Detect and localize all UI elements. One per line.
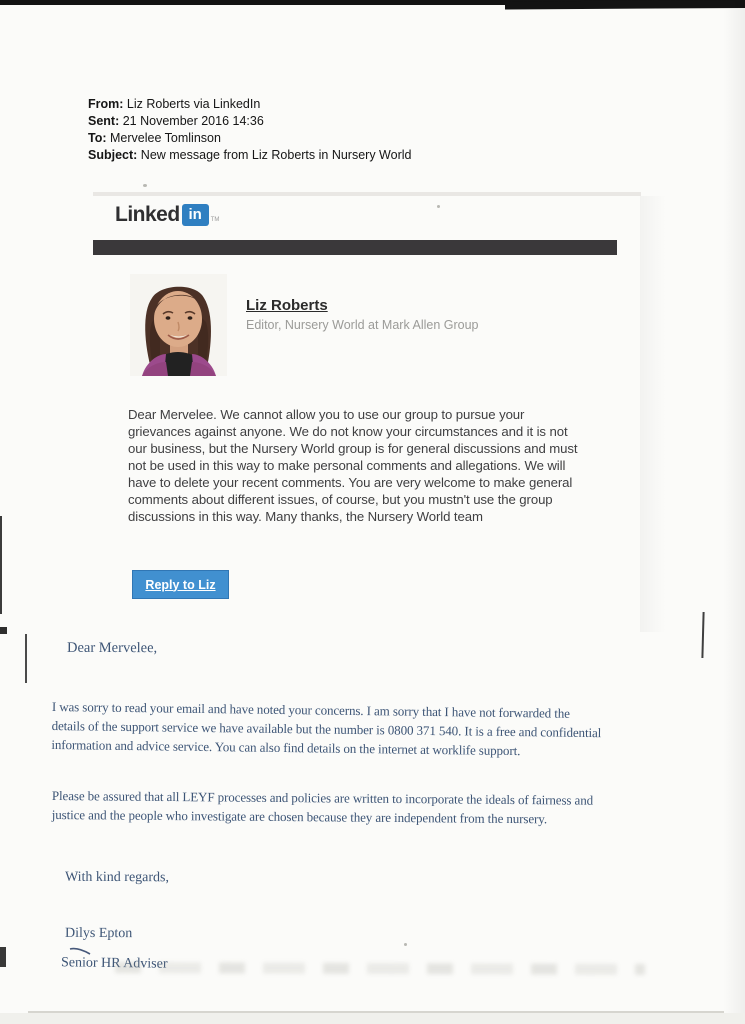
message-line: grievances against anyone. We do not know your circumstances and it is not: [128, 424, 568, 439]
to-value: Mervelee Tomlinson: [106, 131, 221, 145]
email-dark-banner: [93, 240, 617, 255]
scan-left-bottom-mark: [0, 947, 6, 967]
letter-line: details of the support service we have available but the number is 0800 371 540. It is a free and confidential: [51, 717, 602, 741]
linkedin-bug-icon: in: [182, 204, 209, 226]
message-line: Dear Mervelee. We cannot allow you to use our group to pursue your: [128, 407, 525, 422]
sent-label: Sent:: [88, 114, 120, 128]
letter-closing: With kind regards,: [64, 869, 170, 886]
from-label: From:: [88, 97, 124, 111]
trademark-mark: TM: [210, 217, 220, 223]
email-header-from: [88, 96, 411, 113]
scan-left-edge-blob: [0, 627, 7, 634]
sender-photo: [130, 274, 227, 376]
sent-value: 21 November 2016 14:36: [119, 114, 264, 128]
message-line: discussions in this way. Many thanks, the Nursery World team: [128, 509, 483, 524]
pen-mark-vertical: [25, 634, 27, 683]
from-value: Liz Roberts via LinkedIn: [123, 97, 261, 111]
sender-portrait-illustration: [130, 274, 227, 376]
reply-to-liz-button[interactable]: Reply to Liz: [132, 570, 229, 599]
linkedin-logo: [115, 203, 219, 227]
letter-line: information and advice service. You can also find details on the internet at worklife support.: [51, 736, 521, 759]
letter-line: I was sorry to read your email and have noted your concerns. I am sorry that I have not forwarded the: [51, 698, 570, 721]
email-header-subject: [88, 147, 411, 164]
dust-speck: [404, 943, 407, 946]
dust-speck: [143, 184, 147, 187]
message-line: comments about different issues, of course, but you mustn't use the group: [128, 492, 553, 507]
scan-right-shading: [723, 0, 745, 1024]
letter-line: Please be assured that all LEYF processes and policies are written to incorporate the ideals of fairness and: [51, 787, 594, 808]
linkedin-wordmark: Linked: [115, 203, 180, 226]
ink-bleedthrough-band: [115, 962, 645, 975]
letter-paragraph-1: [51, 697, 601, 761]
letter-line: justice and the people who investigate are chosen because they are independent from the nursery.: [51, 806, 548, 827]
email-message-body: [128, 406, 577, 525]
dust-speck: [437, 205, 440, 208]
card-top-strip: [93, 192, 641, 196]
message-line: not be used in this way to make personal comments and allegations. We will: [128, 458, 566, 473]
subject-value: New message from Liz Roberts in Nursery World: [137, 148, 412, 162]
scan-top-edge-right: [505, 0, 745, 9]
scan-left-edge-mark: [0, 516, 2, 614]
letter-paragraph-2: [52, 786, 593, 829]
subject-label: Subject:: [88, 148, 138, 162]
letter-salutation: Dear Mervelee,: [66, 639, 158, 657]
scan-shadow-band: [640, 196, 666, 632]
message-line: have to delete your recent comments. You are very welcome to make general: [128, 475, 573, 490]
scan-bottom-strip: [0, 1013, 745, 1024]
email-header-to: [88, 130, 411, 147]
signature-job-title: Senior HR Adviser: [60, 955, 168, 972]
email-header-block: [88, 96, 411, 164]
sender-name-link[interactable]: Liz Roberts: [246, 297, 328, 314]
signature-name: Dilys Epton: [64, 925, 133, 942]
sender-job-title: Editor, Nursery World at Mark Allen Group: [246, 318, 479, 332]
pen-mark-right: [701, 612, 704, 658]
message-line: our business, but the Nursery World group is for general discussions and must: [128, 441, 578, 456]
to-label: To:: [88, 131, 107, 145]
email-header-sent: [88, 113, 411, 130]
